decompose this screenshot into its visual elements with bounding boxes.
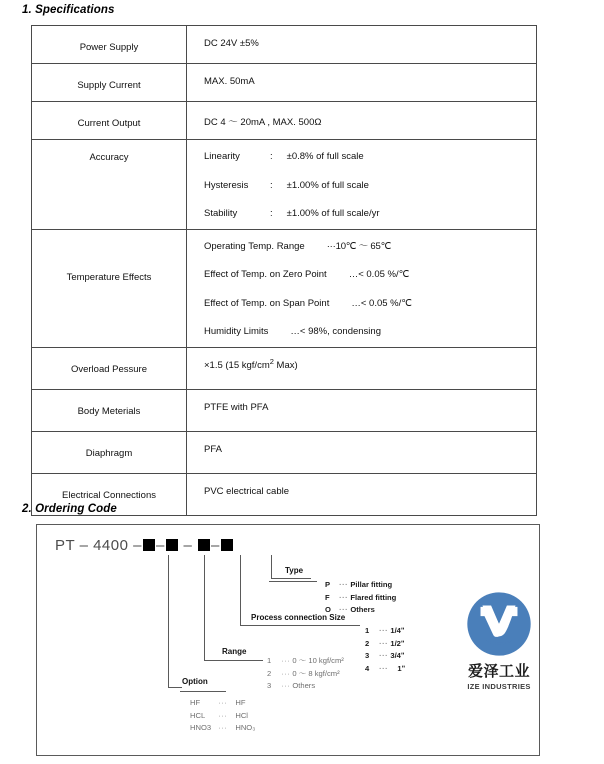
legend-desc: 3/4ʺ xyxy=(390,651,405,660)
spec-label: Diaphragm xyxy=(32,431,187,473)
option-underline xyxy=(180,691,226,692)
table-row xyxy=(32,26,537,64)
table-row xyxy=(32,347,537,389)
legend-dots: ··· xyxy=(218,723,228,732)
legend-title-range: Range xyxy=(222,647,247,656)
logo-english-name: IZE INDUSTRIES xyxy=(467,682,531,691)
legend-desc: HNO₃ xyxy=(235,723,256,732)
accuracy-line xyxy=(204,181,536,191)
temp-line xyxy=(204,327,536,337)
leader-line-option-h xyxy=(168,687,182,688)
legend-desc: HF xyxy=(235,698,246,707)
spec-label: Overload Pessure xyxy=(32,347,187,389)
legend-desc: 0 ～ 10 kgf/cm² xyxy=(292,656,344,665)
overload-value-pre: ×1.5 (15 kgf/cm xyxy=(204,359,270,371)
legend-item xyxy=(190,722,255,735)
part-dash: – xyxy=(155,537,165,554)
legend-dots: ··· xyxy=(339,580,349,589)
temp-item-text: 10℃ ～ 65℃ xyxy=(335,240,392,252)
temp-item-text: < 98%, condensing xyxy=(299,326,381,337)
legend-code: HF xyxy=(190,698,201,707)
type-underline xyxy=(269,581,317,582)
overload-value-post: Max) xyxy=(273,359,298,371)
company-logo xyxy=(451,591,547,691)
legend-code: 1 xyxy=(365,626,370,635)
accuracy-item-name: Linearity xyxy=(204,151,240,162)
legend-list-range xyxy=(267,655,344,693)
legend-item xyxy=(325,579,396,592)
legend-title-type: Type xyxy=(285,566,304,575)
section-heading-specifications: 1. Specifications xyxy=(22,4,115,16)
legend-desc: Others xyxy=(350,605,375,614)
legend-desc: 1/4ʺ xyxy=(390,626,405,635)
ize-industries-mark-icon xyxy=(466,591,532,657)
legend-code: 1 xyxy=(267,656,272,665)
legend-dots: ··· xyxy=(218,698,228,707)
temp-item-name: Effect of Temp. on Zero Point xyxy=(204,269,327,280)
temp-line xyxy=(204,299,536,309)
temp-item-lead: … xyxy=(348,269,359,280)
overload-value-sup: 2 xyxy=(269,356,274,366)
spec-value-overload xyxy=(187,347,537,389)
spec-label: Body Meterials xyxy=(32,389,187,431)
legend-desc: HCl xyxy=(235,710,248,720)
legend-code: HCL xyxy=(190,710,206,720)
specifications-table xyxy=(31,25,537,516)
legend-item xyxy=(365,663,405,676)
logo-chinese-name: 爱泽工业 xyxy=(467,662,530,680)
accuracy-item-text: ±1.00% of full scale xyxy=(286,179,369,191)
legend-item xyxy=(267,668,344,681)
legend-code: P xyxy=(325,580,331,589)
legend-item xyxy=(365,625,405,638)
legend-code: 3 xyxy=(267,681,272,690)
temp-item-lead: ··· xyxy=(326,240,336,252)
part-dash: – xyxy=(211,537,220,554)
ordering-code-diagram xyxy=(36,524,540,756)
legend-item xyxy=(190,697,255,710)
spec-label: Supply Current xyxy=(32,64,187,102)
legend-code: 2 xyxy=(365,638,370,648)
leader-line-range-h xyxy=(204,660,263,661)
part-number-string xyxy=(55,537,234,554)
legend-dots: ··· xyxy=(281,668,291,678)
legend-dots: ··· xyxy=(339,592,349,602)
spec-value-temperature xyxy=(187,229,537,347)
accuracy-item-text: ±0.8% of full scale xyxy=(286,151,364,162)
part-slot-process[interactable] xyxy=(198,539,210,551)
section-heading-ordering-code: 2. Ordering Code xyxy=(22,503,117,515)
part-model: 4400 xyxy=(93,537,129,554)
legend-dots: ··· xyxy=(379,663,389,673)
part-dash: – xyxy=(133,537,142,554)
accuracy-item-name: Hysteresis xyxy=(204,179,249,191)
legend-dots: ··· xyxy=(218,710,228,720)
legend-desc: Flared fitting xyxy=(350,592,397,602)
legend-dots: ··· xyxy=(281,681,291,690)
legend-code: HNO3 xyxy=(190,723,212,732)
accuracy-item-text: ±1.00% of full scale/yr xyxy=(286,208,380,219)
temp-item-name: Operating Temp. Range xyxy=(204,240,305,252)
table-row xyxy=(32,229,537,347)
legend-desc: 1ʺ xyxy=(397,663,406,673)
spec-value: DC 24V ±5% xyxy=(187,26,537,64)
spec-value: MAX. 50mA xyxy=(187,64,537,102)
legend-item xyxy=(267,655,344,668)
leader-line-process xyxy=(240,555,241,625)
leader-line-option xyxy=(168,555,169,687)
temp-item-name: Humidity Limits xyxy=(204,326,269,337)
temp-item-text: < 0.05 %/℃ xyxy=(360,297,412,309)
spec-label: Accuracy xyxy=(32,140,187,230)
table-row xyxy=(32,64,537,102)
legend-title-process: Process connection Size xyxy=(251,613,346,622)
legend-list-process xyxy=(365,625,405,675)
legend-item xyxy=(190,710,255,723)
legend-desc: Pillar fitting xyxy=(350,580,393,589)
accuracy-item-sep: : xyxy=(270,208,273,219)
legend-list-option xyxy=(190,697,255,735)
part-dash: – xyxy=(79,537,89,554)
temp-item-name: Effect of Temp. on Span Point xyxy=(204,297,330,309)
type-title-underline xyxy=(271,578,311,579)
legend-code: 4 xyxy=(365,663,370,673)
legend-dots: ··· xyxy=(379,626,389,635)
legend-dots: ··· xyxy=(379,651,389,660)
spec-label: Power Supply xyxy=(32,26,187,64)
legend-code: 2 xyxy=(267,668,272,678)
accuracy-item-sep: : xyxy=(270,151,273,162)
part-slot-range[interactable] xyxy=(166,539,178,551)
legend-code: F xyxy=(325,592,330,602)
legend-code: 3 xyxy=(365,651,370,660)
legend-item xyxy=(365,638,405,651)
legend-item xyxy=(325,592,396,605)
table-row xyxy=(32,140,537,230)
legend-desc: 0 ～ 8 kgf/cm² xyxy=(292,668,340,678)
legend-desc: 1/2ʺ xyxy=(390,638,405,648)
spec-label: Electrical Connections xyxy=(32,473,187,515)
leader-line-range xyxy=(204,555,205,660)
temp-line xyxy=(204,270,536,280)
part-dash: – xyxy=(183,537,193,554)
temp-item-lead: … xyxy=(290,326,300,337)
spec-value: PFA xyxy=(187,431,537,473)
leader-line-type xyxy=(271,555,272,578)
part-prefix: PT xyxy=(55,537,75,554)
spec-value: DC 4 ～ 20mA , MAX. 500Ω xyxy=(187,102,537,140)
legend-desc: Others xyxy=(292,681,316,690)
temp-item-text: < 0.05 %/℃ xyxy=(358,269,410,280)
temp-item-lead: … xyxy=(351,297,361,309)
spec-label: Temperature Effects xyxy=(32,229,187,347)
table-row xyxy=(32,389,537,431)
part-slot-option[interactable] xyxy=(143,539,155,551)
part-slot-type[interactable] xyxy=(221,539,233,551)
temp-line xyxy=(204,242,536,252)
accuracy-line xyxy=(204,152,536,162)
accuracy-line xyxy=(204,209,536,219)
accuracy-item-sep: : xyxy=(270,179,273,191)
legend-dots: ··· xyxy=(379,638,389,648)
legend-item xyxy=(365,650,405,663)
leader-line-process-h xyxy=(240,625,360,626)
spec-value-accuracy xyxy=(187,140,537,230)
legend-title-option: Option xyxy=(182,677,208,686)
legend-dots: ··· xyxy=(339,605,349,614)
legend-list-type xyxy=(325,579,396,617)
table-row xyxy=(32,102,537,140)
spec-label: Current Output xyxy=(32,102,187,140)
table-row xyxy=(32,431,537,473)
spec-value: PVC electrical cable xyxy=(187,473,537,515)
legend-dots: ··· xyxy=(281,656,291,665)
legend-item xyxy=(267,680,344,693)
spec-value: PTFE with PFA xyxy=(187,389,537,431)
accuracy-item-name: Stability xyxy=(204,208,238,219)
legend-code: O xyxy=(325,605,331,614)
